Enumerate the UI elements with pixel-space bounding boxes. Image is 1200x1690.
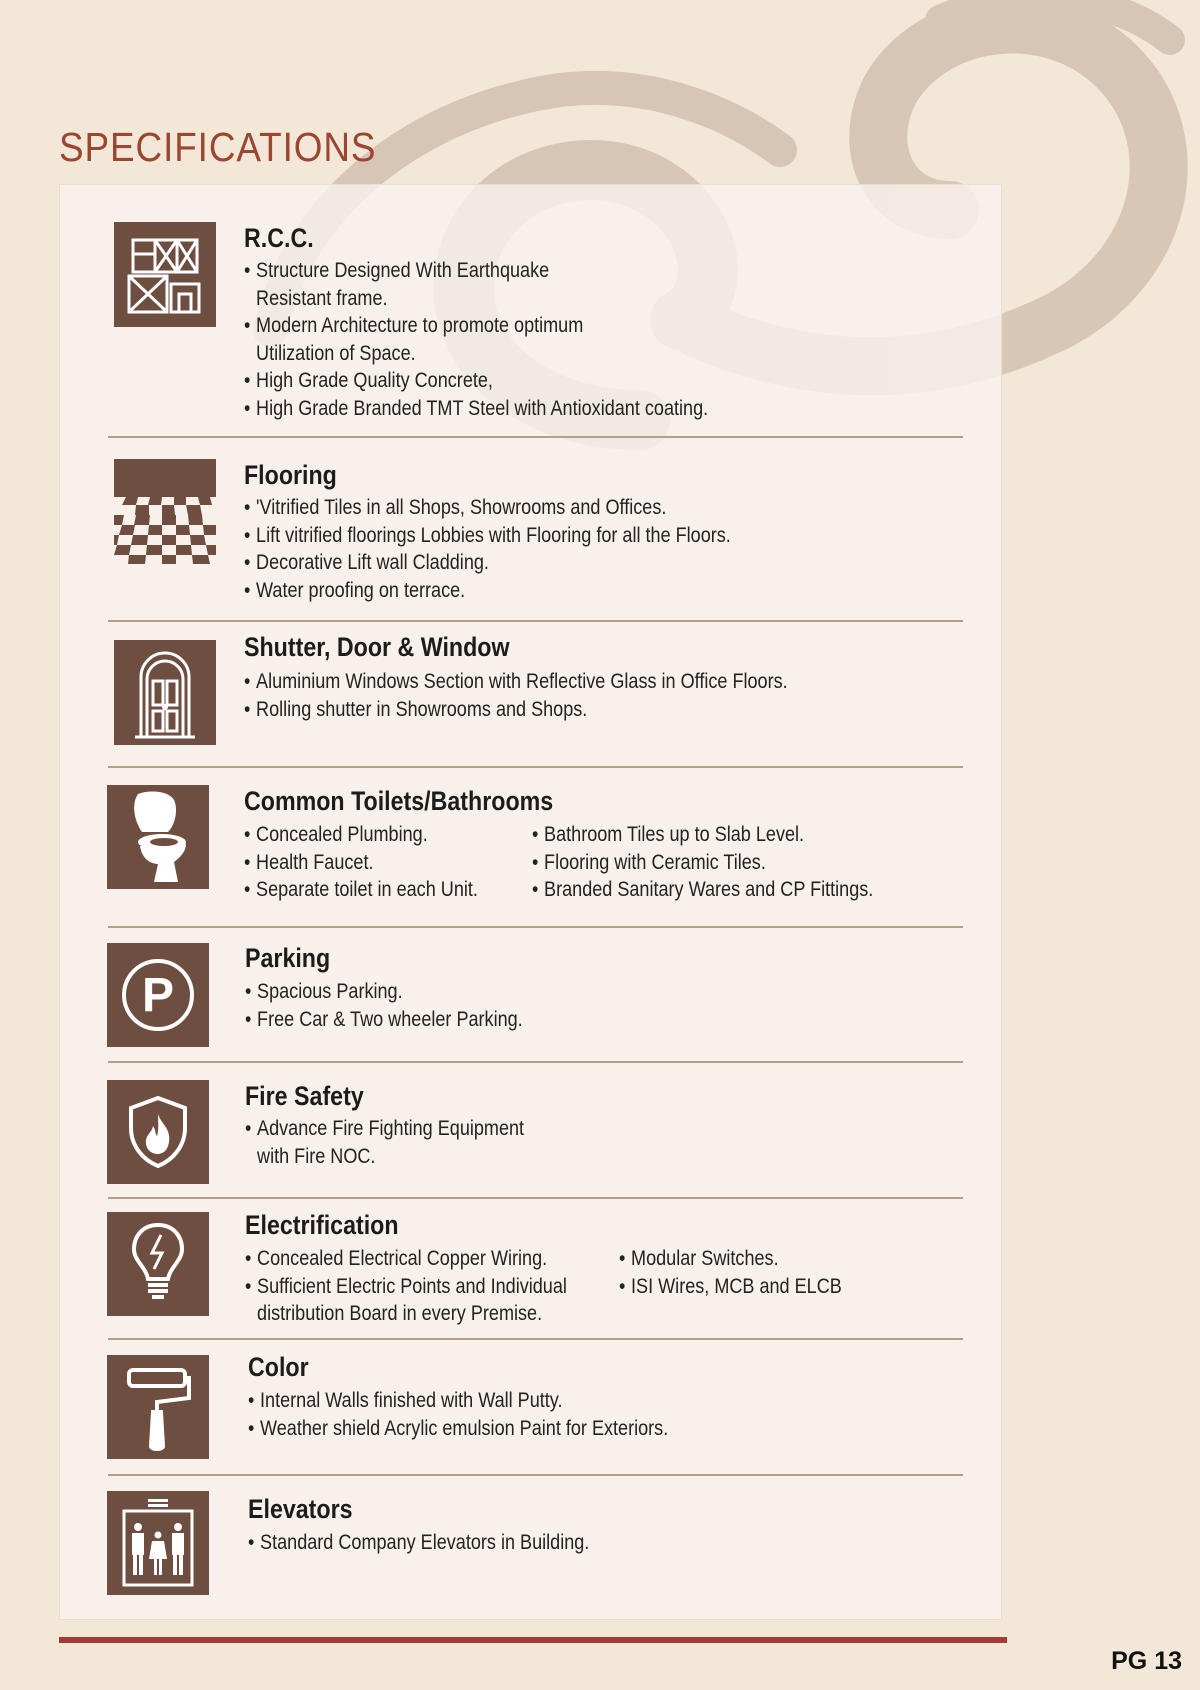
light-bulb-icon: [107, 1212, 209, 1316]
section-title: R.C.C.: [244, 223, 314, 253]
fire-shield-icon: [107, 1080, 209, 1184]
section-title: Color: [248, 1352, 309, 1382]
section-items: [245, 1115, 524, 1170]
list-item: • Modern Architecture to promote optimum Utilization of Space.: [244, 312, 708, 367]
section-items-right: [619, 1245, 842, 1300]
section-items: [244, 668, 788, 723]
section-title: Shutter, Door & Window: [244, 632, 510, 662]
divider: [108, 436, 963, 438]
footer-line: [59, 1637, 1007, 1643]
door-icon: [114, 640, 216, 745]
divider: [108, 1197, 963, 1199]
section-title: Electrification: [245, 1210, 399, 1240]
section-items: [244, 494, 731, 604]
list-item: • Internal Walls finished with Wall Putty.: [248, 1387, 668, 1415]
paint-roller-icon: [107, 1355, 209, 1459]
section-items-left: [244, 821, 478, 904]
list-item: • Branded Sanitary Wares and CP Fittings.: [532, 876, 873, 904]
list-item: • Structure Designed With Earthquake Resistant frame.: [244, 257, 708, 312]
section-title: Common Toilets/Bathrooms: [244, 786, 554, 816]
list-item: • Sufficient Electric Points and Individual distribution Board in every Premise.: [245, 1273, 567, 1328]
list-item: • Concealed Plumbing.: [244, 821, 478, 849]
checkered-floor-icon: [114, 459, 216, 564]
list-item: • Decorative Lift wall Cladding.: [244, 549, 731, 577]
section-items-left: [245, 1245, 567, 1328]
elevator-icon: [107, 1491, 209, 1595]
divider: [108, 620, 963, 622]
divider: [108, 1338, 963, 1340]
divider: [108, 1474, 963, 1476]
toilet-icon: [107, 785, 209, 889]
list-item: • Water proofing on terrace.: [244, 577, 731, 605]
divider: [108, 1061, 963, 1063]
section-title: Parking: [245, 943, 331, 973]
section-title: Fire Safety: [245, 1081, 364, 1111]
list-item: • Health Faucet.: [244, 849, 478, 877]
divider: [108, 766, 963, 768]
section-title: Flooring: [244, 460, 337, 490]
list-item: • Spacious Parking.: [245, 978, 523, 1006]
list-item: • High Grade Branded TMT Steel with Antioxidant coating.: [244, 395, 708, 423]
section-items: [244, 257, 708, 422]
list-item: • Bathroom Tiles up to Slab Level.: [532, 821, 873, 849]
list-item: • ISI Wires, MCB and ELCB: [619, 1273, 842, 1301]
svg-text:P: P: [141, 969, 175, 1022]
parking-icon: [107, 943, 209, 1047]
list-item: • Free Car & Two wheeler Parking.: [245, 1006, 523, 1034]
divider: [108, 926, 963, 928]
list-item: • Rolling shutter in Showrooms and Shops.: [244, 696, 788, 724]
list-item: • Standard Company Elevators in Building.: [248, 1529, 589, 1557]
list-item: • Separate toilet in each Unit.: [244, 876, 478, 904]
list-item: • Advance Fire Fighting Equipment with Fire NOC.: [245, 1115, 524, 1170]
page-number: PG 13: [1111, 1647, 1182, 1675]
section-items-right: [532, 821, 873, 904]
list-item: • Modular Switches.: [619, 1245, 842, 1273]
section-items: [248, 1529, 589, 1557]
list-item: • Concealed Electrical Copper Wiring.: [245, 1245, 567, 1273]
section-items: [248, 1387, 668, 1442]
section-items: [245, 978, 523, 1033]
section-title: Elevators: [248, 1494, 353, 1524]
list-item: • Flooring with Ceramic Tiles.: [532, 849, 873, 877]
list-item: • Weather shield Acrylic emulsion Paint for Exteriors.: [248, 1415, 668, 1443]
list-item: • High Grade Quality Concrete,: [244, 367, 708, 395]
list-item: • 'Vitrified Tiles in all Shops, Showrooms and Offices.: [244, 494, 731, 522]
page-title: SPECIFICATIONS: [59, 124, 377, 170]
list-item: • Lift vitrified floorings Lobbies with Flooring for all the Floors.: [244, 522, 731, 550]
building-icon: [114, 222, 216, 327]
list-item: • Aluminium Windows Section with Reflective Glass in Office Floors.: [244, 668, 788, 696]
